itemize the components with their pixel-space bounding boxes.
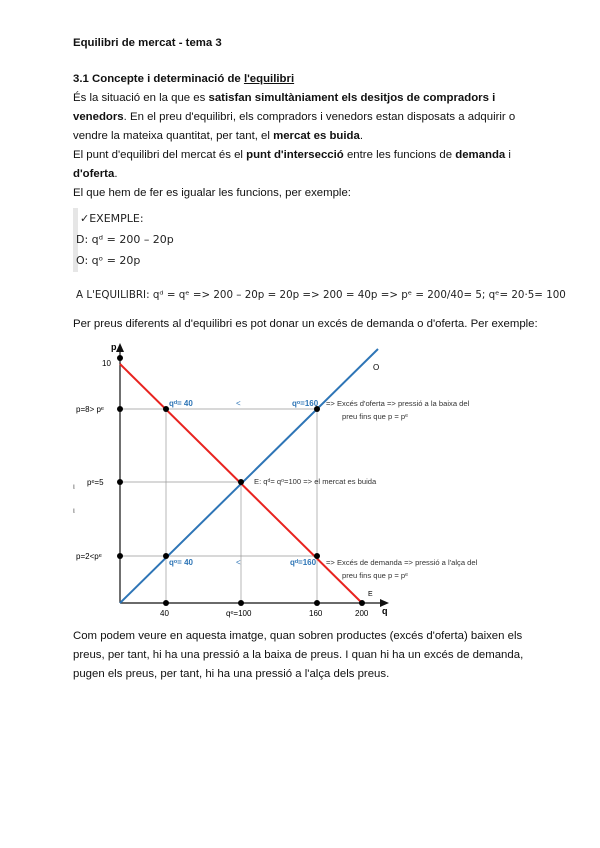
point-y10 bbox=[117, 355, 123, 361]
text-run: . bbox=[359, 130, 363, 142]
point-x40 bbox=[163, 600, 169, 606]
tick-label-x200: 200 bbox=[355, 609, 369, 618]
paragraph-3: El que hem de fer es igualar les funcions, per exemple: bbox=[73, 187, 351, 199]
text-run-bold: venedors bbox=[73, 111, 124, 123]
label-less-than-top: < bbox=[236, 399, 241, 408]
point-x200 bbox=[359, 600, 365, 606]
section-title-underlined: l'equilibri bbox=[243, 73, 295, 85]
axis-label-q: q bbox=[382, 606, 388, 616]
text-run-bold: mercat es buida bbox=[273, 130, 360, 142]
label-qd-160-bottom: qᵈ=160 bbox=[290, 558, 317, 567]
label-supply-O: O bbox=[373, 363, 380, 372]
label-excess-demand-1: => Excés de demanda => pressió a l'alça del bbox=[326, 558, 478, 567]
document-header: Equilibri de mercat - tema 3 bbox=[73, 37, 222, 49]
example-supply: O: qᵒ = 20p bbox=[76, 254, 141, 267]
text-run-bold: punt d'intersecció bbox=[246, 149, 344, 161]
text-run: . bbox=[114, 168, 118, 180]
text-run-bold: satisfan simultàniament els desitjos de compradors i bbox=[208, 92, 496, 104]
text-run: El punt d'equilibri del mercat és el bbox=[73, 149, 247, 161]
example-heading: ✓EXEMPLE: bbox=[80, 212, 144, 225]
text-run: És la situació en la que es bbox=[73, 92, 209, 104]
text-run: entre les funcions de bbox=[343, 149, 456, 161]
tick-label-p8: p=8> pᵉ bbox=[76, 405, 104, 414]
label-equilibrium: E: qᵈ= qᵒ=100 => el mercat es buida bbox=[254, 477, 377, 486]
tick-label-10: 10 bbox=[102, 359, 111, 368]
tick-label-qe: qᵉ=100 bbox=[226, 609, 252, 618]
y-axis-arrow bbox=[116, 343, 124, 352]
example-equilibrium: A L'EQUILIBRI: qᵈ = qᵉ => 200 – 20p = 20p => 200 = 40p => pᵉ = 200/40= 5; qᵉ= 20·5= 100 bbox=[76, 289, 566, 301]
point-xqe bbox=[238, 600, 244, 606]
paragraph-5-line-1: Com podem veure en aquesta imatge, quan sobren productes (excés d'oferta) baixen els bbox=[73, 630, 523, 642]
text-run-bold: demanda bbox=[455, 149, 506, 161]
label-qo-40-bottom: qᵒ= 40 bbox=[169, 558, 193, 567]
text-run-bold: d'oferta bbox=[73, 168, 115, 180]
point-y5 bbox=[117, 479, 123, 485]
section-number: 3.1 bbox=[73, 73, 89, 85]
example-demand: D: qᵈ = 200 – 20p bbox=[76, 233, 174, 246]
label-excess-demand-2: preu fins que p = pᵉ bbox=[342, 571, 408, 580]
tick-label-pe: pᵉ=5 bbox=[87, 478, 104, 487]
margin-mark-2: ι bbox=[73, 506, 75, 515]
text-run: . En el preu d'equilibri, els compradors i venedors estan disposats a adquirir o bbox=[123, 111, 516, 123]
section-title: Concepte i determinació de bbox=[92, 73, 244, 85]
paragraph-5-line-3: pugen els preus, per tant, hi ha una pressió a l'alça dels preus. bbox=[73, 668, 390, 680]
point-y8 bbox=[117, 406, 123, 412]
label-less-than-bottom: < bbox=[236, 558, 241, 567]
paragraph-5-line-2: preus, per tant, hi ha una pressió a la baixa de preus. I quan hi ha un excés de demanda, bbox=[73, 649, 524, 661]
label-excess-supply-1: => Excés d'oferta => pressió a la baixa del bbox=[326, 399, 470, 408]
text-run: vendre la mateixa quantitat, per tant, el bbox=[73, 130, 274, 142]
label-demand-E: E bbox=[368, 591, 373, 598]
paragraph-4: Per preus diferents al d'equilibri es pot donar un excés de demanda o d'oferta. Per exemple: bbox=[73, 318, 538, 330]
axis-label-p: p bbox=[111, 342, 117, 352]
label-qo-160-top: qᵒ=160 bbox=[292, 399, 319, 408]
margin-mark-1: ι bbox=[73, 482, 75, 491]
tick-label-x40: 40 bbox=[160, 609, 169, 618]
point-y2 bbox=[117, 553, 123, 559]
point-equilibrium bbox=[238, 479, 244, 485]
tick-label-x160: 160 bbox=[309, 609, 323, 618]
label-qd-40-top: qᵈ= 40 bbox=[169, 399, 193, 408]
tick-label-p2: p=2<pᵉ bbox=[76, 552, 102, 561]
label-excess-supply-2: preu fins que p = pᵉ bbox=[342, 412, 408, 421]
text-run: i bbox=[505, 149, 511, 161]
point-x160 bbox=[314, 600, 320, 606]
